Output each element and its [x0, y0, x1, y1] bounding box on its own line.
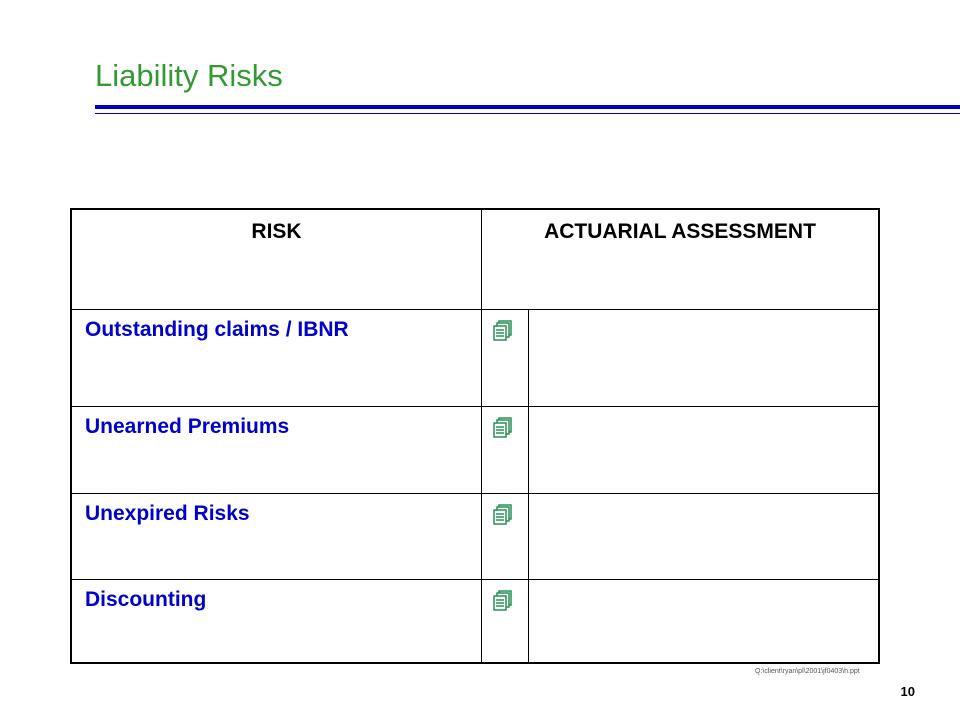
liability-risk-table: [70, 208, 880, 664]
assessment-cell: [529, 407, 878, 493]
header-row: [72, 210, 878, 310]
notes-icon: [493, 504, 513, 531]
risk-label: Outstanding claims / IBNR: [72, 310, 482, 406]
notes-icon: [493, 320, 513, 347]
header-actuarial-assessment: ACTUARIAL ASSESSMENT: [544, 220, 816, 243]
risk-label: Unexpired Risks: [72, 494, 482, 579]
table-row: [72, 580, 878, 662]
title-underline-thick: [95, 105, 960, 109]
risk-label: Discounting: [72, 580, 482, 662]
notes-icon: [493, 417, 513, 444]
file-reference: Q:\client\ryan\pl\2001\jf0403\h.ppt: [755, 668, 860, 675]
notes-icon: [493, 590, 513, 617]
risk-label: Unearned Premiums: [72, 407, 482, 493]
table-row: [72, 494, 878, 580]
table-row: [72, 310, 878, 407]
table-row: [72, 407, 878, 494]
assessment-cell: [529, 580, 878, 662]
title-underline-thin: [95, 113, 960, 114]
assessment-cell: [529, 310, 878, 406]
slide-title: Liability Risks: [95, 58, 283, 93]
page-number: 10: [900, 684, 915, 699]
header-risk: RISK: [72, 210, 482, 309]
assessment-cell: [529, 494, 878, 579]
